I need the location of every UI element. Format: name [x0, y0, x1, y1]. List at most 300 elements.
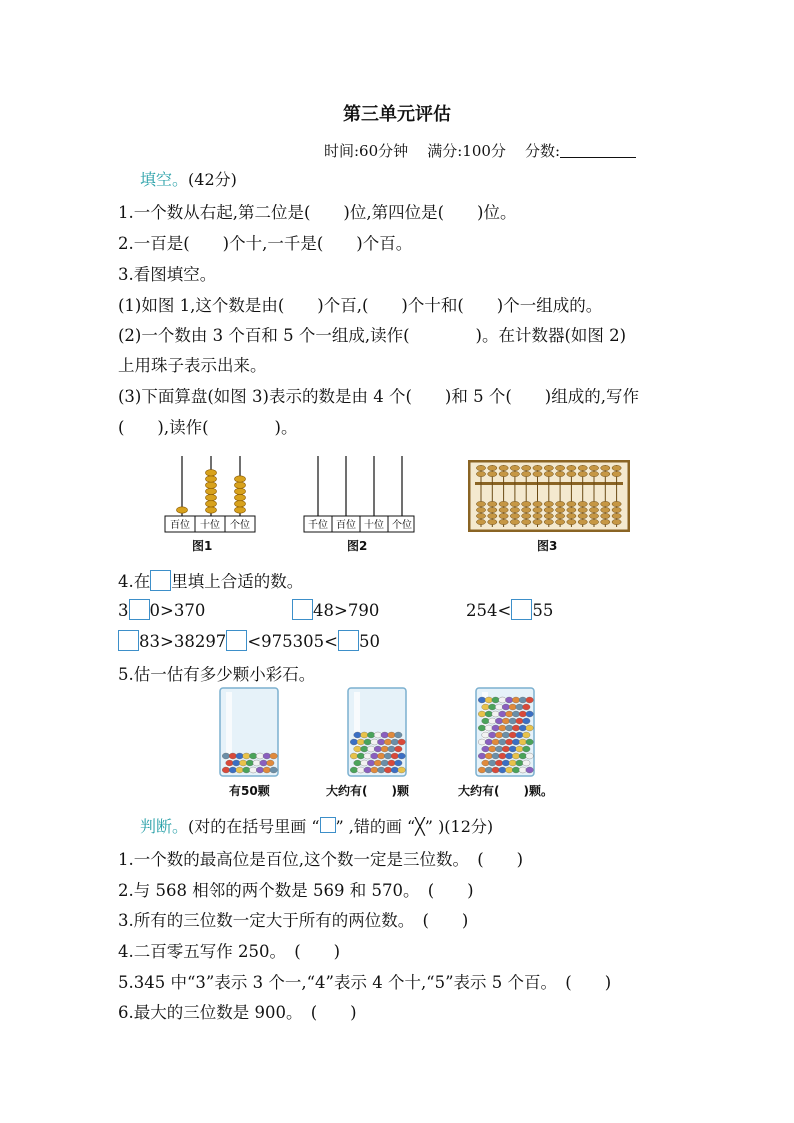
answer-box[interactable]	[226, 630, 247, 651]
pebble	[499, 767, 507, 773]
counter-bead	[206, 470, 217, 476]
fig1-label-hundreds: 百位	[170, 520, 190, 531]
fig1-label-tens: 十位	[200, 520, 220, 531]
figure-2-counter	[302, 452, 418, 534]
pebble	[361, 732, 369, 738]
figure-3-caption: 图3	[537, 539, 558, 553]
pebble	[391, 739, 399, 745]
pebble	[512, 725, 520, 731]
counter-bead	[235, 482, 246, 488]
pebble	[354, 732, 362, 738]
abacus-bead	[510, 501, 519, 506]
pebble	[519, 711, 527, 717]
fig2-label-thousands: 千位	[308, 520, 328, 531]
pebble	[391, 753, 399, 759]
counter-bead	[206, 494, 217, 500]
pebble	[371, 753, 379, 759]
pebble	[519, 739, 527, 745]
pebble	[512, 767, 520, 773]
pebble	[222, 753, 230, 759]
question-2: 2.一百是( )个十,一千是( )个百。	[118, 234, 413, 253]
question-3-1: (1)如图 1,这个数是由( )个百,( )个十和( )个一组成的。	[118, 296, 603, 315]
pebble	[246, 760, 254, 766]
pebble	[361, 746, 369, 752]
q4-item-1: 3 0>370	[118, 601, 206, 620]
question-3-3a: (3)下面算盘(如图 3)表示的数是由 4 个( )和 5 个( )组成的,写作	[118, 387, 639, 406]
pebble	[505, 711, 513, 717]
abacus-bead	[499, 507, 508, 512]
pebble	[502, 718, 510, 724]
pebble	[509, 746, 517, 752]
abacus-bead	[556, 519, 565, 524]
pebble	[357, 767, 365, 773]
pebble	[516, 732, 524, 738]
pebble	[229, 753, 237, 759]
abacus-bead	[556, 513, 565, 518]
pebble	[492, 697, 500, 703]
pebble	[523, 746, 531, 752]
judge-item-4: 4.二百零五写作 250。 ( )	[118, 942, 341, 961]
pebble	[512, 697, 520, 703]
judge-item-3: 3.所有的三位数一定大于所有的两位数。 ( )	[118, 911, 469, 930]
pebble	[357, 739, 365, 745]
abacus-bead	[499, 471, 508, 476]
pebble	[478, 711, 486, 717]
figure-1-beads	[177, 470, 246, 514]
pebble	[485, 725, 493, 731]
abacus-bead	[499, 513, 508, 518]
pebble	[489, 746, 497, 752]
fig2-label-ones: 个位	[392, 520, 412, 531]
pebble	[519, 767, 527, 773]
question-3-2a: (2)一个数由 3 个百和 5 个一组成,读作( )。在计数器(如图 2)	[118, 326, 627, 345]
question-1: 1.一个数从右起,第二位是( )位,第四位是( )位。	[118, 203, 517, 222]
abacus-bead	[522, 471, 531, 476]
pebble	[395, 746, 403, 752]
pebble	[482, 746, 490, 752]
fig2-label-tens: 十位	[364, 520, 384, 531]
judge-item-1: 1.一个数的最高位是百位,这个数一定是三位数。 ( )	[118, 850, 524, 869]
abacus-bead	[601, 471, 610, 476]
abacus-bead	[488, 501, 497, 506]
pebble	[263, 753, 271, 759]
abacus-bead	[578, 471, 587, 476]
counter-bead	[206, 476, 217, 482]
pebble	[482, 760, 490, 766]
abacus-bead	[533, 501, 542, 506]
pebble	[519, 753, 527, 759]
question-3: 3.看图填空。	[118, 265, 217, 284]
figure-1-counter	[163, 452, 259, 534]
score-label: 分数:	[525, 142, 561, 160]
abacus-bead	[522, 501, 531, 506]
pebble	[357, 753, 365, 759]
jar-1	[216, 686, 282, 778]
pebble	[388, 732, 396, 738]
pebble	[222, 767, 230, 773]
abacus-bead	[544, 471, 553, 476]
counter-bead	[235, 507, 246, 513]
jar-3	[472, 686, 538, 778]
abacus-bead	[601, 465, 610, 470]
abacus-bead	[578, 465, 587, 470]
pebble	[398, 767, 406, 773]
pebble	[256, 767, 264, 773]
abacus-bead	[589, 501, 598, 506]
pebble	[502, 704, 510, 710]
abacus-bead	[533, 513, 542, 518]
abacus-bead	[556, 471, 565, 476]
pebble	[509, 732, 517, 738]
pebble	[526, 725, 534, 731]
pebble	[350, 753, 358, 759]
abacus-bead	[544, 507, 553, 512]
answer-box[interactable]	[338, 630, 359, 651]
abacus-bead	[476, 513, 485, 518]
abacus-bead	[612, 507, 621, 512]
pebble	[249, 767, 257, 773]
pebble	[499, 739, 507, 745]
counter-bead	[206, 488, 217, 494]
question-3-2b: 上用珠子表示出来。	[118, 356, 267, 375]
abacus-bead	[567, 471, 576, 476]
abacus-bead	[589, 519, 598, 524]
answer-box[interactable]	[129, 599, 150, 620]
q4-item-3: 254< 55	[466, 601, 554, 620]
jar-1-pebbles	[222, 753, 277, 773]
abacus-bead	[488, 471, 497, 476]
pebble	[482, 704, 490, 710]
abacus-bead	[612, 513, 621, 518]
abacus-bead	[533, 519, 542, 524]
section-true-false-heading: 判断。(对的在括号里画 “ ” ,错的画 “╳” )(12分)	[140, 817, 494, 836]
answer-box[interactable]	[511, 599, 532, 620]
pebble	[249, 753, 257, 759]
abacus-bead	[589, 471, 598, 476]
abacus-bead	[612, 465, 621, 470]
pebble	[495, 760, 503, 766]
pebble	[384, 767, 392, 773]
abacus-bead	[544, 519, 553, 524]
counter-bead	[235, 494, 246, 500]
time-limit: 时间:60分钟	[324, 142, 409, 160]
fig1-label-ones: 个位	[230, 520, 250, 531]
abacus-bead	[510, 465, 519, 470]
abacus-bead	[510, 507, 519, 512]
jar-3-caption: 大约有( )颗。	[458, 784, 553, 798]
abacus-bead	[544, 501, 553, 506]
pebble	[523, 732, 531, 738]
pebble	[384, 753, 392, 759]
pebble	[519, 697, 527, 703]
abacus-bead	[567, 507, 576, 512]
pebble	[395, 760, 403, 766]
pebble	[361, 760, 369, 766]
check-box-icon	[320, 817, 336, 833]
q4-item-2: 48>790	[292, 599, 379, 620]
pebble	[516, 760, 524, 766]
full-score: 满分:100分	[427, 142, 506, 160]
pebble	[478, 739, 486, 745]
pebble	[260, 760, 268, 766]
pebble	[478, 767, 486, 773]
pebble	[492, 753, 500, 759]
pebble	[391, 767, 399, 773]
pebble	[526, 767, 534, 773]
abacus-bead	[567, 513, 576, 518]
abacus-bead	[556, 507, 565, 512]
abacus-bead	[601, 519, 610, 524]
pebble	[478, 697, 486, 703]
pebble	[526, 739, 534, 745]
abacus-bead	[589, 465, 598, 470]
pebble	[516, 746, 524, 752]
counter-bead	[206, 482, 217, 488]
pebble	[354, 746, 362, 752]
pebble	[502, 760, 510, 766]
pebble	[367, 732, 375, 738]
question-4: 4.在 里填上合适的数。	[118, 572, 304, 591]
jar-3-pebbles	[478, 697, 533, 773]
pebble	[478, 725, 486, 731]
pebble	[489, 704, 497, 710]
pebble	[489, 718, 497, 724]
abacus-bead	[601, 501, 610, 506]
answer-box[interactable]	[292, 599, 313, 620]
abacus-bead	[612, 501, 621, 506]
pebble	[371, 739, 379, 745]
abacus-bead	[589, 513, 598, 518]
pebble	[502, 746, 510, 752]
counter-bead	[206, 501, 217, 507]
pebble	[526, 753, 534, 759]
abacus-bead	[533, 507, 542, 512]
pebble	[350, 767, 358, 773]
abacus-bead	[476, 519, 485, 524]
pebble	[478, 753, 486, 759]
pebble	[395, 732, 403, 738]
pebble	[364, 767, 372, 773]
pebble	[263, 767, 271, 773]
abacus-bead	[612, 519, 621, 524]
pebble	[381, 760, 389, 766]
pebble	[523, 718, 531, 724]
pebble	[367, 760, 375, 766]
pebble	[256, 753, 264, 759]
cross-icon: ╳	[415, 817, 425, 836]
score-blank[interactable]	[560, 157, 636, 158]
abacus-bead	[533, 471, 542, 476]
pebble	[512, 739, 520, 745]
pebble	[523, 760, 531, 766]
pebble	[388, 746, 396, 752]
fig2-label-hundreds: 百位	[336, 520, 356, 531]
q4-row-2: 83>38297 <975305< 50	[118, 630, 380, 651]
abacus-bead	[488, 519, 497, 524]
pebble	[350, 739, 358, 745]
pebble	[485, 697, 493, 703]
abacus-bead	[522, 507, 531, 512]
pebble	[495, 704, 503, 710]
pebble	[505, 767, 513, 773]
section-fill-blank-heading: 填空。(42分)	[140, 170, 237, 189]
pebble	[505, 725, 513, 731]
pebble	[381, 746, 389, 752]
pebble	[482, 732, 490, 738]
sample-box	[150, 570, 171, 591]
abacus-bead	[544, 465, 553, 470]
abacus-bead	[578, 519, 587, 524]
pebble	[482, 718, 490, 724]
pebble	[381, 732, 389, 738]
counter-bead	[177, 507, 188, 513]
pebble	[226, 760, 234, 766]
abacus-bead	[578, 501, 587, 506]
pebble	[270, 767, 278, 773]
pebble	[509, 704, 517, 710]
pebble	[495, 746, 503, 752]
abacus-bead	[567, 519, 576, 524]
pebble	[499, 725, 507, 731]
pebble	[505, 697, 513, 703]
pebble	[377, 767, 385, 773]
pebble	[485, 739, 493, 745]
abacus-bead	[510, 471, 519, 476]
abacus-bead	[499, 465, 508, 470]
pebble	[512, 753, 520, 759]
counter-bead	[235, 501, 246, 507]
pebble	[512, 711, 520, 717]
pebble	[377, 739, 385, 745]
abacus-bead	[510, 519, 519, 524]
pebble	[267, 760, 275, 766]
abacus-bead	[476, 471, 485, 476]
abacus-bead	[499, 501, 508, 506]
abacus-bead	[556, 501, 565, 506]
judge-item-5: 5.345 中“3”表示 3 个一,“4”表示 4 个十,“5”表示 5 个百。 ( )	[118, 973, 612, 992]
judge-item-6: 6.最大的三位数是 900。 ( )	[118, 1003, 357, 1022]
judge-item-2: 2.与 568 相邻的两个数是 569 和 570。 ( )	[118, 881, 474, 900]
pebble	[526, 711, 534, 717]
pebble	[492, 767, 500, 773]
abacus-bead	[488, 465, 497, 470]
figure-2-caption: 图2	[347, 539, 368, 553]
pebble	[489, 732, 497, 738]
pebble	[509, 760, 517, 766]
pebble	[492, 711, 500, 717]
pebble	[492, 725, 500, 731]
abacus-bead	[522, 519, 531, 524]
pebble	[253, 760, 261, 766]
abacus-bead	[544, 513, 553, 518]
pebble	[367, 746, 375, 752]
pebble	[377, 753, 385, 759]
abacus-bead	[601, 507, 610, 512]
abacus-bead	[533, 465, 542, 470]
abacus-bead	[601, 513, 610, 518]
jar-2	[344, 686, 410, 778]
pebble	[384, 739, 392, 745]
pebble	[270, 753, 278, 759]
abacus-bead	[589, 507, 598, 512]
pebble	[236, 753, 244, 759]
pebble	[374, 746, 382, 752]
figure-3-abacus	[468, 460, 630, 532]
pebble	[485, 753, 493, 759]
pebble	[526, 697, 534, 703]
abacus-bead	[499, 519, 508, 524]
pebble	[398, 739, 406, 745]
abacus-bead	[510, 513, 519, 518]
abacus-bead	[578, 513, 587, 518]
answer-box[interactable]	[118, 630, 139, 651]
counter-bead	[235, 488, 246, 494]
pebble	[499, 753, 507, 759]
pebble	[233, 760, 241, 766]
jar-2-caption: 大约有( )颗	[326, 784, 409, 798]
abacus-bead	[578, 507, 587, 512]
abacus-bead	[522, 513, 531, 518]
pebble	[374, 732, 382, 738]
abacus-bead	[488, 513, 497, 518]
pebble	[505, 753, 513, 759]
pebble	[509, 718, 517, 724]
pebble	[243, 753, 251, 759]
pebble	[499, 697, 507, 703]
jar-1-caption: 有50颗	[229, 784, 270, 798]
pebble	[516, 704, 524, 710]
pebble	[523, 704, 531, 710]
pebble	[505, 739, 513, 745]
pebble	[236, 767, 244, 773]
pebble	[499, 711, 507, 717]
pebble	[374, 760, 382, 766]
pebble	[489, 760, 497, 766]
counter-bead	[235, 476, 246, 482]
abacus-bead	[476, 465, 485, 470]
pebble	[495, 718, 503, 724]
abacus-bead	[612, 471, 621, 476]
pebble	[371, 767, 379, 773]
question-3-3b: ( ),读作( )。	[118, 418, 298, 437]
question-5: 5.估一估有多少颗小彩石。	[118, 665, 316, 684]
pebble	[364, 753, 372, 759]
figure-1-caption: 图1	[192, 539, 213, 553]
page-title: 第三单元评估	[343, 104, 451, 125]
pebble	[388, 760, 396, 766]
pebble	[492, 739, 500, 745]
counter-bead	[206, 507, 217, 513]
abacus-bead	[488, 507, 497, 512]
exam-meta	[324, 140, 636, 161]
pebble	[354, 760, 362, 766]
pebble	[229, 767, 237, 773]
pebble	[364, 739, 372, 745]
pebble	[485, 711, 493, 717]
pebble	[485, 767, 493, 773]
pebble	[495, 732, 503, 738]
pebble	[516, 718, 524, 724]
abacus-bead	[556, 465, 565, 470]
pebble	[502, 732, 510, 738]
pebble	[519, 725, 527, 731]
pebble	[243, 767, 251, 773]
abacus-bead	[476, 501, 485, 506]
pebble	[239, 760, 247, 766]
abacus-bead	[522, 465, 531, 470]
abacus-bead	[567, 501, 576, 506]
abacus-bead	[567, 465, 576, 470]
